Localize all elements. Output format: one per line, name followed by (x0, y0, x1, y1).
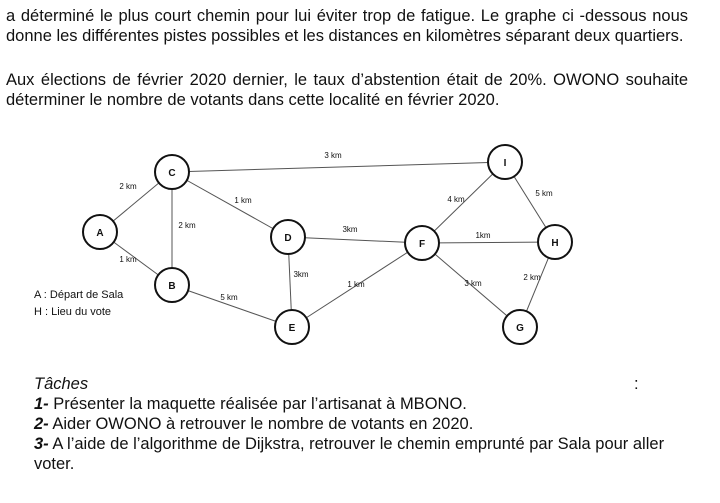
node-label: H (551, 238, 559, 249)
edge-c-i (172, 162, 505, 172)
edge-label: 1km (475, 231, 491, 240)
edge-label: 2 km (523, 273, 541, 282)
node-label: I (503, 158, 507, 169)
node-label: C (168, 168, 176, 179)
legend-vote: H : Lieu du vote (34, 306, 112, 318)
edge-label: 3km (342, 225, 358, 234)
edge-label: 3km (293, 270, 309, 279)
node-label: F (418, 239, 426, 250)
edge-label: 2 km (119, 182, 137, 191)
edge-label: 5 km (220, 293, 238, 302)
node-c (155, 155, 189, 189)
tasks-colon: : (634, 375, 639, 393)
tasks-heading: Tâches (34, 375, 89, 393)
node-label: A (96, 228, 104, 239)
task-number: 2- (34, 415, 49, 433)
node-e (275, 310, 309, 344)
edge-label: 5 km (535, 189, 553, 198)
node-h (538, 225, 572, 259)
edge-label: 3 km (464, 279, 482, 288)
task-item-1 (34, 394, 694, 414)
edge-label: 1 km (234, 196, 252, 205)
edge-b-e (172, 285, 292, 327)
node-b (155, 268, 189, 302)
distance-graph (0, 140, 720, 360)
node-label: G (516, 323, 524, 334)
task-text: Aider OWONO à retrouver le nombre de votants en 2020. (48, 415, 474, 433)
edge-f-h (422, 242, 555, 243)
task-number: 1- (34, 395, 49, 413)
paragraph-intro: a déterminé le plus court chemin pour lui éviter trop de fatigue. Le graphe ci -dessous nous donne les différentes pistes possibles et les distances en kilomètres séparant deux quartiers. (6, 7, 688, 45)
task-number: 3- (34, 435, 49, 453)
node-label: B (168, 281, 176, 292)
node-f (405, 226, 439, 260)
edge-label: 3 km (324, 151, 342, 160)
paragraph-elections: Aux élections de février 2020 dernier, le taux d’abstention était de 20%. OWONO souhaite déterminer le nombre de votants dans cette localité en février 2020. (6, 71, 688, 109)
edge-d-f (288, 237, 422, 243)
task-text: A l’aide de l’algorithme de Dijkstra, retrouver le chemin emprunté par Sala pour aller voter. (34, 435, 665, 473)
node-g (503, 310, 537, 344)
node-i (488, 145, 522, 179)
node-label: E (288, 323, 296, 334)
tasks-section (34, 374, 694, 474)
legend-start: A : Départ de Sala (34, 289, 124, 301)
node-a (83, 215, 117, 249)
edge-label: 1 km (347, 280, 365, 289)
edge-label: 4 km (447, 195, 465, 204)
node-d (271, 220, 305, 254)
task-text: Présenter la maquette réalisée par l’artisanat à MBONO. (48, 395, 467, 413)
task-item-3 (34, 434, 694, 474)
node-label: D (284, 233, 292, 244)
edge-label: 2 km (178, 221, 196, 230)
task-item-2 (34, 414, 694, 434)
edge-label: 1 km (119, 255, 137, 264)
